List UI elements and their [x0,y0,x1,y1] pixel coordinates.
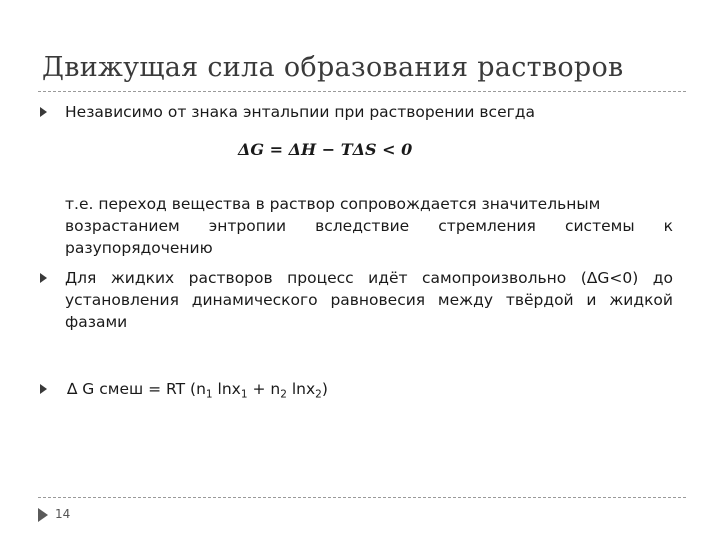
bullet-text-2: Для жидких растворов процесс идёт самопроизвольно (ΔG<0) до установления динамического равновесия между твёрдой и жидкой фазами [65,269,673,331]
explanation-text [65,193,673,259]
explanation-line-1: т.е. переход вещества в раствор сопровождается значительным [65,195,601,213]
footer-divider [38,497,686,498]
page-number: 14 [55,507,71,521]
bullet-arrow-icon [40,107,47,117]
bullet-text-3: ∆ G смеш = RT ($n_1$ $\ln x_1 + n_2$ lnx$_2$) [67,380,328,401]
explanation-line-3: разупорядочению [65,239,213,257]
explanation-line-2: возрастанием энтропии вследствие стремления системы к [65,217,673,235]
formula: ΔG = ΔH − TΔS < 0 [238,140,413,159]
slide-title: Движущая сила образования растворов [42,52,624,83]
bullet-text-1: Независимо от знака энтальпии при растворении всегда [65,103,535,121]
page-marker-icon [38,508,48,522]
bullet-arrow-icon [40,384,47,394]
bullet-arrow-icon [40,273,47,283]
title-divider [38,91,686,92]
